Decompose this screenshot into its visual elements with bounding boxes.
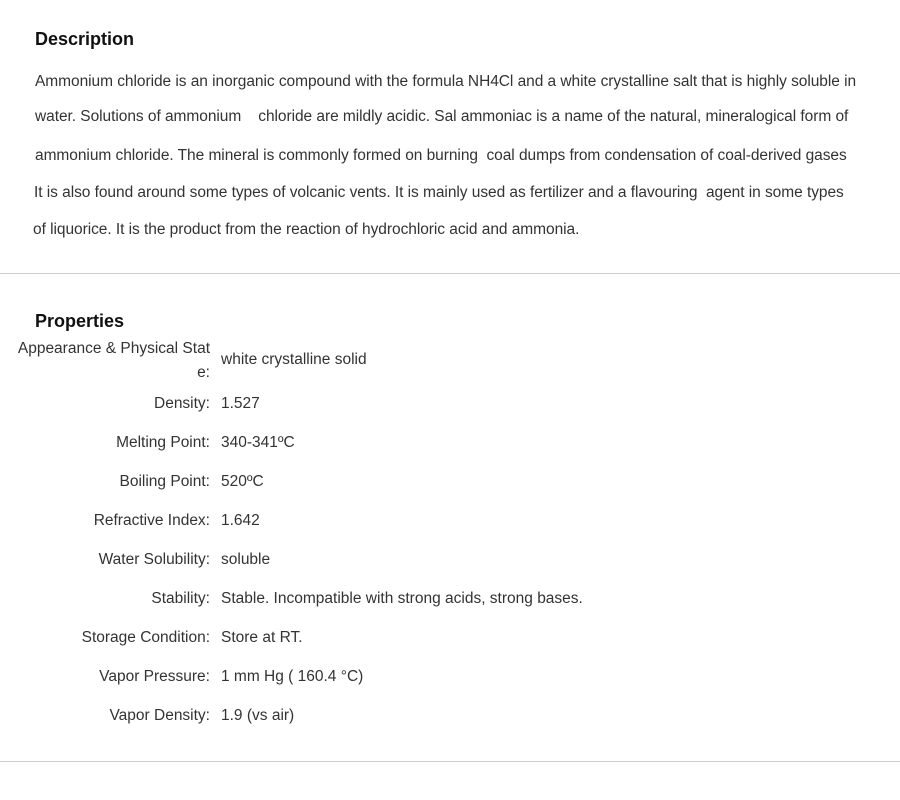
property-value-appearance: white crystalline solid (221, 351, 367, 368)
section-divider (0, 273, 900, 274)
property-label-vapor-density: Vapor Density: (109, 707, 210, 724)
description-line: of liquorice. It is the product from the reaction of hydrochloric acid and ammonia. (33, 221, 580, 238)
description-line: ammonium chloride. The mineral is commonly formed on burning coal dumps from condensation of coal-derived gases (35, 147, 847, 164)
description-line: It is also found around some types of volcanic vents. It is mainly used as fertilizer and a flavouring agent in some types (34, 184, 844, 201)
property-value-water-solubility: soluble (221, 551, 271, 568)
property-value-boiling-point: 520ºC (221, 473, 264, 490)
section-divider (0, 761, 900, 762)
property-label-storage-condition: Storage Condition: (81, 629, 210, 646)
property-label-refractive-index: Refractive Index: (93, 512, 210, 529)
property-value-vapor-density: 1.9 (vs air) (221, 707, 295, 724)
property-value-vapor-pressure: 1 mm Hg ( 160.4 °C) (221, 668, 364, 685)
property-label-density: Density: (154, 395, 210, 412)
property-value-storage-condition: Store at RT. (221, 629, 303, 646)
property-value-stability: Stable. Incompatible with strong acids, strong bases. (221, 590, 583, 607)
property-value-density: 1.527 (221, 395, 260, 412)
property-value-refractive-index: 1.642 (221, 512, 260, 529)
property-label-boiling-point: Boiling Point: (119, 473, 210, 490)
property-label-stability: Stability: (151, 590, 210, 607)
property-label-melting-point: Melting Point: (116, 434, 210, 451)
description-heading: Description (35, 29, 135, 49)
property-label-appearance: Appearance & Physical State: (17, 340, 210, 381)
property-label-water-solubility: Water Solubility: (98, 551, 210, 568)
description-line: water. Solutions of ammonium chloride are mildly acidic. Sal ammoniac is a name of the natural, mineralogical form of (35, 108, 849, 125)
description-line: Ammonium chloride is an inorganic compound with the formula NH4Cl and a white crystalline salt that is highly soluble in (35, 73, 857, 90)
property-value-melting-point: 340-341ºC (221, 434, 295, 451)
properties-heading: Properties (35, 311, 125, 331)
property-label-vapor-pressure: Vapor Pressure: (99, 668, 210, 685)
